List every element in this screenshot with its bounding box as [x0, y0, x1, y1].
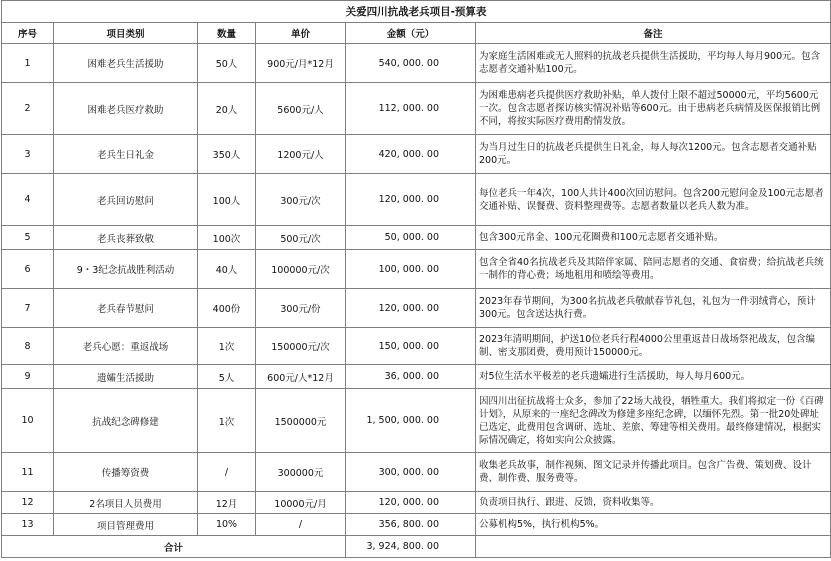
row-amount: 120, 000. 00 [346, 174, 476, 226]
row-category: 老兵生日礼金 [54, 135, 198, 174]
row-amount: 120, 000. 00 [346, 289, 476, 328]
row-note: 为困难患病老兵提供医疗救助补贴，单人拨付上限不超过50000元，平均5600元一次。包含志愿者探访核实情况补贴等600元。由于患病老兵病情及医保报销比例不同，将按实际医疗费用酌情发放。 [476, 83, 831, 135]
row-note: 2023年春节期间，为300名抗战老兵敬献春节礼包，礼包为一件羽绒背心，预计300元。包含送达执行费。 [476, 289, 831, 328]
row-number: 4 [2, 174, 54, 226]
table-row [2, 83, 831, 135]
table-row [2, 492, 831, 514]
row-category: 老兵回访慰问 [54, 174, 198, 226]
row-quantity: 1次 [198, 328, 256, 365]
row-category: 遗孀生活援助 [54, 365, 198, 389]
table-row [2, 135, 831, 174]
header-category: 项目类别 [54, 23, 198, 44]
table-row [2, 514, 831, 536]
row-unit-price: 1500000元 [256, 389, 346, 453]
table-row [2, 174, 831, 226]
row-number: 3 [2, 135, 54, 174]
row-amount: 50, 000. 00 [346, 226, 476, 250]
row-number: 9 [2, 365, 54, 389]
row-note: 为当月过生日的抗战老兵提供生日礼金，每人每次1200元。包含志愿者交通补贴200元。 [476, 135, 831, 174]
row-note: 2023年清明期间，护送10位老兵行程4000公里重返昔日战场祭祀战友，包含编制、密支那团费，费用预计150000元。 [476, 328, 831, 365]
row-number: 11 [2, 453, 54, 492]
table-row [2, 44, 831, 83]
row-amount: 1, 500, 000. 00 [346, 389, 476, 453]
row-number: 1 [2, 44, 54, 83]
row-quantity: 100人 [198, 174, 256, 226]
row-unit-price: 300000元 [256, 453, 346, 492]
row-number: 13 [2, 514, 54, 536]
row-quantity: 50人 [198, 44, 256, 83]
row-note: 每位老兵一年4次，100人共计400次回访慰问。包含200元慰问金及100元志愿者交通补贴、误餐费、资料整理费等。志愿者数量以老兵人数为准。 [476, 174, 831, 226]
row-number: 5 [2, 226, 54, 250]
row-quantity: 5人 [198, 365, 256, 389]
row-unit-price: / [256, 514, 346, 536]
row-unit-price: 5600元/人 [256, 83, 346, 135]
row-unit-price: 150000元/次 [256, 328, 346, 365]
row-quantity: / [198, 453, 256, 492]
table-row [2, 453, 831, 492]
table-title: 关爱四川抗战老兵项目-预算表 [2, 1, 831, 23]
row-category: 老兵丧葬致敬 [54, 226, 198, 250]
table-row [2, 226, 831, 250]
header-quantity: 数量 [198, 23, 256, 44]
row-note: 包含全省40名抗战老兵及其陪伴家属、陪同志愿者的交通、食宿费；给抗战老兵统一制作的背心费；场地租用和喷绘等费用。 [476, 250, 831, 289]
row-category: 2名项目人员费用 [54, 492, 198, 514]
row-unit-price: 600元/人*12月 [256, 365, 346, 389]
row-unit-price: 10000元/月 [256, 492, 346, 514]
row-amount: 120, 000. 00 [346, 492, 476, 514]
table-row [2, 289, 831, 328]
header-unit-price: 单价 [256, 23, 346, 44]
row-quantity: 400份 [198, 289, 256, 328]
budget-table [1, 0, 831, 558]
row-quantity: 12月 [198, 492, 256, 514]
row-amount: 36, 000. 00 [346, 365, 476, 389]
header-row [2, 23, 831, 44]
row-note: 因四川出征抗战将士众多，参加了22场大战役，牺牲重大。我们将拟定一份《百碑计划》，从原来的一座纪念碑改为修建多座纪念碑，以缅怀先烈。第一批20处碑址已选定，此费用包含调研、选址、差旅、筹建等相关费用。最终修建情况，根据实际情况确定，将如实向公众披露。 [476, 389, 831, 453]
row-note: 收集老兵故事，制作视频、图文记录并传播此项目。包含广告费、策划费、设计费、制作费、服务费等。 [476, 453, 831, 492]
row-number: 10 [2, 389, 54, 453]
row-amount: 150, 000. 00 [346, 328, 476, 365]
total-label: 合计 [2, 536, 346, 558]
row-unit-price: 900元/月*12月 [256, 44, 346, 83]
row-note: 对5位生活水平极差的老兵遗孀进行生活援助，每人每月600元。 [476, 365, 831, 389]
header-note: 备注 [476, 23, 831, 44]
table-row [2, 365, 831, 389]
total-row [2, 536, 831, 558]
row-amount: 356, 800. 00 [346, 514, 476, 536]
row-quantity: 350人 [198, 135, 256, 174]
header-amount: 金额（元） [346, 23, 476, 44]
row-number: 8 [2, 328, 54, 365]
row-number: 7 [2, 289, 54, 328]
table-row [2, 250, 831, 289]
row-unit-price: 300元/份 [256, 289, 346, 328]
row-number: 2 [2, 83, 54, 135]
row-note: 公募机构5%，执行机构5%。 [476, 514, 831, 536]
row-quantity: 100次 [198, 226, 256, 250]
row-category: 老兵心愿：重返战场 [54, 328, 198, 365]
row-quantity: 40人 [198, 250, 256, 289]
row-unit-price: 100000元/次 [256, 250, 346, 289]
row-category: 项目管理费用 [54, 514, 198, 536]
row-number: 6 [2, 250, 54, 289]
row-category: 传播筹资费 [54, 453, 198, 492]
total-note [476, 536, 831, 558]
row-number: 12 [2, 492, 54, 514]
total-amount: 3, 924, 800. 00 [346, 536, 476, 558]
row-amount: 100, 000. 00 [346, 250, 476, 289]
row-quantity: 20人 [198, 83, 256, 135]
header-no: 序号 [2, 23, 54, 44]
row-category: 老兵春节慰问 [54, 289, 198, 328]
table-row [2, 389, 831, 453]
table-row [2, 328, 831, 365]
row-category: 困难老兵医疗救助 [54, 83, 198, 135]
row-quantity: 10% [198, 514, 256, 536]
row-amount: 420, 000. 00 [346, 135, 476, 174]
row-unit-price: 300元/次 [256, 174, 346, 226]
row-amount: 112, 000. 00 [346, 83, 476, 135]
row-category: 困难老兵生活援助 [54, 44, 198, 83]
row-category: 9・3纪念抗战胜利活动 [54, 250, 198, 289]
row-note: 包含300元帛金、100元花圈费和100元志愿者交通补贴。 [476, 226, 831, 250]
row-unit-price: 1200元/人 [256, 135, 346, 174]
row-amount: 300, 000. 00 [346, 453, 476, 492]
row-category: 抗战纪念碑修建 [54, 389, 198, 453]
row-amount: 540, 000. 00 [346, 44, 476, 83]
row-unit-price: 500元/次 [256, 226, 346, 250]
row-note: 为家庭生活困难或无人照料的抗战老兵提供生活援助，平均每人每月900元。包含志愿者交通补贴100元。 [476, 44, 831, 83]
row-quantity: 1次 [198, 389, 256, 453]
row-note: 负责项目执行、跟进、反馈，资料收集等。 [476, 492, 831, 514]
